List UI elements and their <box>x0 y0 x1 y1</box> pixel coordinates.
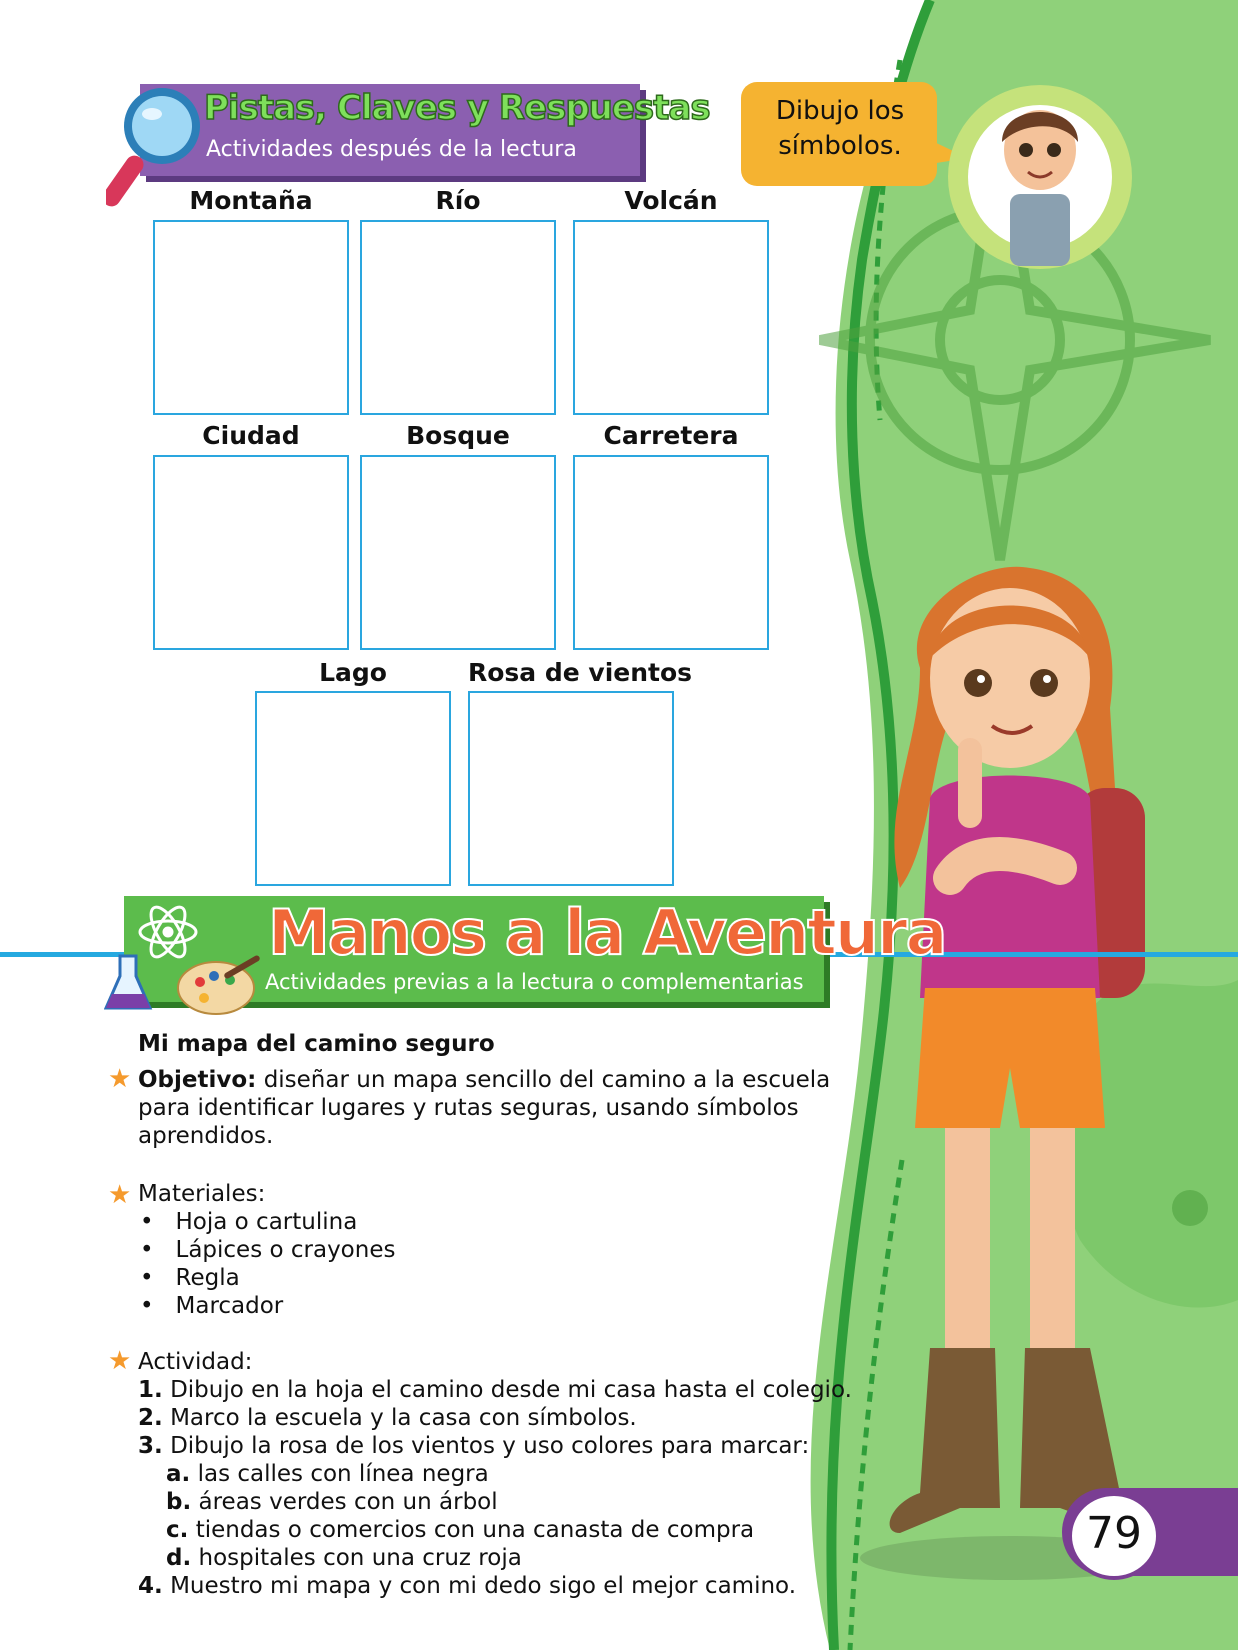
step-item: 4. Muestro mi mapa y con mi dedo sigo el mejor camino. <box>138 1573 797 1599</box>
box-label-lago: Lago <box>319 658 387 687</box>
step-item: 2. Marco la escuela y la casa con símbolos. <box>138 1405 637 1431</box>
star-icon: ★ <box>108 1180 132 1210</box>
activity-title: Mi mapa del camino seguro <box>138 1031 495 1057</box>
section-title: Pistas, Claves y Respuestas <box>204 88 710 128</box>
drawing-box-bosque[interactable] <box>360 455 556 650</box>
drawing-box-volcan[interactable] <box>573 220 769 415</box>
section-title-2: Manos a la Aventura <box>268 896 946 969</box>
section-subtitle: Actividades después de la lectura <box>206 137 577 162</box>
box-label-carretera: Carretera <box>603 421 739 450</box>
material-item: • Lápices o crayones <box>140 1237 396 1263</box>
objective-label: Objetivo: <box>138 1067 257 1093</box>
box-label-bosque: Bosque <box>406 421 510 450</box>
objective-line-2: para identificar lugares y rutas seguras, usando símbolos <box>138 1095 799 1121</box>
drawing-box-ciudad[interactable] <box>153 455 349 650</box>
drawing-box-rio[interactable] <box>360 220 556 415</box>
box-label-rio: Río <box>435 186 481 215</box>
flask-icon <box>106 956 150 1008</box>
step-item: 1. Dibujo en la hoja el camino desde mi casa hasta el colegio. <box>138 1377 852 1403</box>
drawing-box-lago[interactable] <box>255 691 451 886</box>
section-subtitle-2: Actividades previas a la lectura o complementarias <box>265 970 804 994</box>
atom-icon <box>140 902 196 961</box>
drawing-box-rosa-de-vientos[interactable] <box>468 691 674 886</box>
palette-icon <box>178 954 261 1014</box>
star-icon: ★ <box>108 1346 132 1376</box>
box-label-montana: Montaña <box>189 186 313 215</box>
science-icons <box>104 900 264 1020</box>
objective-line-3: aprendidos. <box>138 1123 274 1149</box>
drawing-box-montana[interactable] <box>153 220 349 415</box>
box-label-volcan: Volcán <box>624 186 718 215</box>
drawing-box-carretera[interactable] <box>573 455 769 650</box>
box-label-ciudad: Ciudad <box>202 421 300 450</box>
boy-avatar <box>932 82 1152 272</box>
girl-illustration <box>860 548 1160 1588</box>
material-item: • Hoja o cartulina <box>140 1209 358 1235</box>
substep-item: a. las calles con línea negra <box>166 1461 489 1487</box>
speech-bubble-text: Dibujo los símbolos. <box>775 96 905 161</box>
substep-item: b. áreas verdes con un árbol <box>166 1489 498 1515</box>
substep-item: c. tiendas o comercios con una canasta de compra <box>166 1517 755 1543</box>
star-icon: ★ <box>108 1064 132 1094</box>
substep-item: d. hospitales con una cruz roja <box>166 1545 522 1571</box>
objective-line-1: Objetivo: diseñar un mapa sencillo del camino a la escuela <box>138 1067 831 1093</box>
materials-label: Materiales: <box>138 1181 266 1207</box>
activity-label: Actividad: <box>138 1349 253 1375</box>
material-item: • Marcador <box>140 1293 284 1319</box>
material-item: • Regla <box>140 1265 240 1291</box>
page-number: 79 <box>1086 1508 1142 1559</box>
box-label-rosa: Rosa de vientos <box>468 658 693 687</box>
step-item: 3. Dibujo la rosa de los vientos y uso colores para marcar: <box>138 1433 810 1459</box>
